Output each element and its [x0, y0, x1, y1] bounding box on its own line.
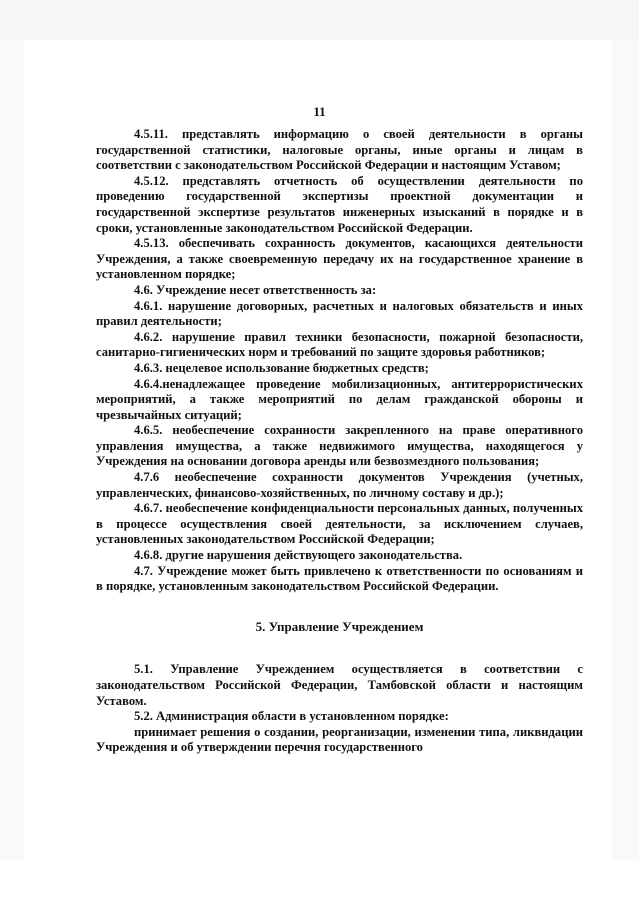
scan-artifact	[0, 40, 24, 860]
paragraph-4-6: 4.6. Учреждение несет ответственность за:	[134, 282, 377, 297]
paragraph-4-6-1: 4.6.1. нарушение договорных, расчетных и налоговых обязательств и иных правил деятельности;	[96, 298, 583, 329]
paragraph-4-6-4: 4.6.4.ненадлежащее проведение мобилизационных, антитеррористических мероприятий, а также мероприятий по делам гражданской обороны и чрезвычайных ситуаций;	[96, 376, 583, 422]
section-heading: 5. Управление Учреждением	[255, 618, 424, 634]
paragraph-4-5-12: 4.5.12. представлять отчетность об осуществлении деятельности по проведению государственной экспертизы проектной документации и государственной экспертизе результатов инженерных изысканий в порядке и в сроки, установленные законодательством Российской Федерации.	[96, 173, 583, 235]
document-body	[96, 127, 583, 756]
paragraph-5-2: 5.2. Администрация области в установленном порядке:	[134, 709, 449, 724]
paragraph-5-1: 5.1. Управление Учреждением осуществляется в соответствии с законодательством Российской Федерации, Тамбовской области и настоящим Уставом.	[96, 662, 583, 708]
paragraph-4-7: 4.7. Учреждение может быть привлечено к ответственности по основаниям и в порядке, установленным законодательством Российской Федерации.	[96, 563, 583, 594]
page-number: 11	[313, 104, 326, 119]
paragraph-4-6-7: 4.6.7. необеспечение конфиденциальности персональных данных, полученных в процессе осуществления своей деятельности, за исключением случаев, установленных законодательством Российской Федерации;	[96, 501, 583, 547]
paragraph-4-6-3: 4.6.3. нецелевое использование бюджетных средств;	[134, 360, 429, 375]
paragraph-4-5-13: 4.5.13. обеспечивать сохранность документов, касающихся деятельности Учреждения, а также своевременную передачу их на государственное хранение в установленном порядке;	[96, 236, 583, 282]
paragraph-4-6-5: 4.6.5. необеспечение сохранности закрепленного на праве оперативного управления имущества, а также недвижимого имущества, находящегося у Учреждения на основании договора аренды или безвозмездного пользования;	[96, 423, 583, 469]
paragraph-4-6-8: 4.6.8. другие нарушения действующего законодательства.	[134, 548, 463, 563]
paragraph-4-5-11: 4.5.11. представлять информацию о своей деятельности в органы государственной статистики, налоговые органы, иные органы и лицам в соответствии с законодательством Российской Федерации и настоящим Уставом;	[96, 127, 583, 173]
scan-artifact	[612, 40, 639, 860]
paragraph-4-6-2: 4.6.2. нарушение правил техники безопасности, пожарной безопасности, санитарно-гигиенических норм и требований по защите здоровья работников;	[96, 329, 583, 360]
paragraph-5-2-item: принимает решения о создании, реорганизации, изменении типа, ликвидации Учреждения и об утверждении перечня государственного	[96, 724, 583, 755]
paragraph-4-7-6: 4.7.6 необеспечение сохранности документов Учреждения (учетных, управленческих, финансово-хозяйственных, по личному составу и др.);	[96, 470, 583, 500]
scan-artifact	[0, 0, 639, 40]
